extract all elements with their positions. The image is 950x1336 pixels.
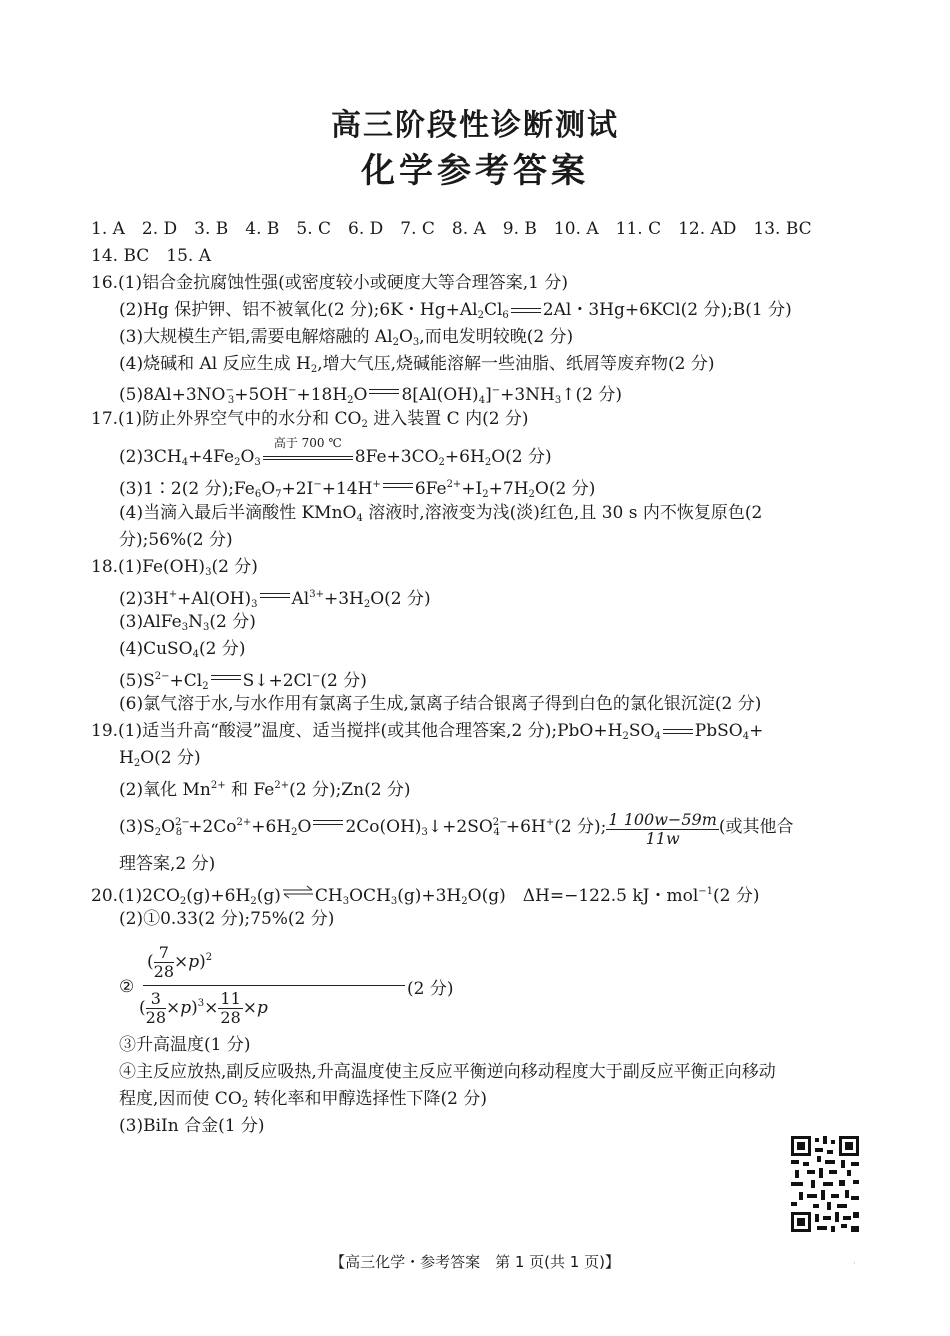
q17-part4-line1: (4)当滴入最后半滴酸性 KMnO$_4$ 溶液时,溶液变为浅(淡)红色,且 30 s 内不恢复原色(2 (119, 503, 763, 524)
page-subtitle: 化学参考答案 (361, 151, 589, 191)
q19-part1-line2: $H_2O(2$ 分) (119, 748, 201, 769)
q16-part1: 16.(1)铝合金抗腐蚀性强(或密度较小或硬度大等合理答案,1 分) (91, 273, 569, 293)
q17-part4-line2: 分);56%(2 分) (119, 530, 233, 550)
q20-part2-1: (2)①0.33(2 分);75%(2 分) (119, 909, 335, 929)
choice-answers-line-2: 14. BC 15. A (91, 246, 211, 266)
q16-part3: (3)大规模生产铝,需要电解熔融的 $Al_2O_3$,而电发明较晚(2 分) (119, 327, 574, 348)
q19-part3-line2: 理答案,2 分) (119, 854, 216, 874)
qr-code-icon (791, 1136, 859, 1232)
page-title: 高三阶段性诊断测试 (331, 108, 619, 143)
choice-answers-line-1: 1. A 2. D 3. B 4. B 5. C 6. D 7. C 8. A 9. B 10. A 11. C 12. AD 13. BC (91, 219, 812, 239)
q19-part1-line1: 19.(1)适当升高“酸浸”温度、适当搅拌(或其他合理答案,2 分)$;PbO+H_2SO_4$ PbSO$_4$+ (91, 721, 764, 742)
q18-part6: (6)氯气溶于水,与水作用有氯离子生成,氯离子结合银离子得到白色的氯化银沉淀(2 分) (119, 694, 762, 714)
q19-part3-line1: $(3)S_2O^{2-}_8 +2Co^{2+}+6H_2O$ $2Co(OH)_3↓+2SO^{2-}_4 +6H^+(2$ 分); $\frac{1 100w-59m}{11w}$ (或其他合 (119, 810, 794, 848)
q16-part4: (4)烧碱和 Al 反应生成 $H_2$,增大气压,烧碱能溶解一些油脂、纸屑等废弃物(2 分) (119, 354, 715, 375)
q18-part5: $(5)S^{2-}+Cl_2$ S↓+2Cl−(2 分) (119, 666, 367, 698)
q17-part3: (3)1∶2(2 分)$;Fe_6O_7+2I^-+14H^+$ $6Fe^{2+}+I_2+7H_2O(2$ 分) (119, 474, 595, 506)
q20-part2-4-line2: 程度,因而使 $CO_2$ 转化率和甲醇选择性下降(2 分) (119, 1089, 488, 1110)
q20-part3: (3)BiIn 合金(1 分) (119, 1116, 265, 1136)
q20-part2-4-line1: ④主反应放热,副反应吸热,升高温度使主反应平衡逆向移动程度大于副反应平衡正向移动 (119, 1062, 776, 1082)
q16-part2: (2)Hg 保护钾、铝不被氧化(2 分);6K・$Hg+Al_2Cl_6$ 2Al・3Hg+6KCl(2 分);B(1 分) (119, 300, 792, 321)
q20-part1: $20.(1)2CO_2(g)+6H_2(g)$ $CH_3OCH_3(g)+3H_2O(g)$ ΔH=−122.5 kJ・mol$^{-1}$(2 分) (91, 881, 760, 913)
q16-part5: $(5)8Al+3NO^-_3+5OH^-+18H_2O$ $8[Al(OH)_4]^-+3NH_3↑(2$ 分) (119, 380, 622, 412)
q19-part2: (2)氧化 $Mn^{2+}$ 和 $Fe^{2+}(2$ 分);Zn(2 分) (119, 780, 411, 800)
reversible-arrow-icon (281, 881, 315, 903)
q18-part3: $(3)AlFe_3N_3(2$ 分) (119, 612, 256, 633)
q17-part1: 17.(1)防止外界空气中的水分和 $CO_2$ 进入装置 C 内(2 分) (91, 409, 529, 430)
page-footer: 【高三化学・参考答案 第 1 页(共 1 页)】 (330, 1253, 620, 1271)
q17-part2: $(2)3CH_4+4Fe_2O_3$ 高于 700 ℃ $8Fe+3CO_2+6H_2O(2$ 分) (119, 436, 552, 468)
q18-part4: (4)CuSO$_4$(2 分) (119, 639, 246, 660)
scan-mark: · (853, 1259, 856, 1269)
q18-part1: $18.(1)Fe(OH)_3(2$ 分) (91, 557, 258, 578)
q20-part2-3: ③升高温度(1 分) (119, 1035, 251, 1055)
q18-part2: $(2)3H^++Al(OH)_3$ $Al^{3+}+3H_2O(2$ 分) (119, 584, 431, 616)
